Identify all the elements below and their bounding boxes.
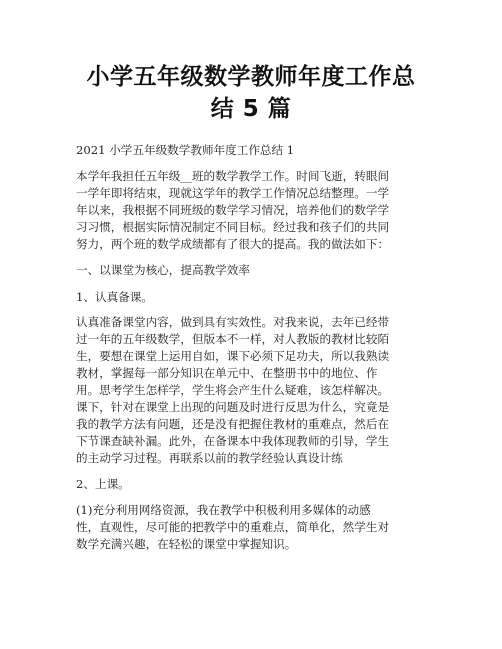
document-title-line-1: 小学五年级数学教师年度工作总	[86, 64, 416, 90]
paragraph-line: 我的教学方法有问题，还是没有把握住教材的重难点，然后在	[76, 417, 390, 431]
section-heading: 2021 小学五年级数学教师年度工作总结 1	[76, 143, 295, 157]
paragraph-line: 本学年我担任五年级__班的数学教学工作。时间飞逝，转眼间	[76, 169, 390, 183]
subheading-one: 一、以课堂为核心，提高教学效率	[76, 263, 250, 277]
subheading-1: 1、认真备课。	[76, 290, 153, 304]
paragraph-line: 用。思考学生怎样学，学生将会产生什么疑难，该怎样解决。	[76, 383, 390, 397]
document-title-line-2: 结 5 篇	[210, 96, 292, 122]
paragraph-line: 生，要想在课堂上运用自如，课下必须下足功夫，所以我熟读	[76, 349, 390, 363]
paragraph-line: 下节课查缺补漏。此外，在备课本中我体现教师的引导，学生	[76, 434, 390, 448]
paragraph-line: 认真准备课堂内容，做到具有实效性。对我来说，去年已经带	[76, 315, 390, 329]
paragraph-line: 性，直观性，尽可能的把教学中的重难点，简单化，然学生对	[76, 520, 390, 534]
paragraph-line: 数学充满兴趣，在轻松的课堂中掌握知识。	[76, 537, 297, 551]
paragraph-line: 课下，针对在课堂上出现的问题及时进行反思为什么，究竟是	[76, 400, 390, 414]
paragraph-line: 过一年的五年级数学，但版本不一样，对人教版的教材比较陌	[76, 332, 390, 346]
paragraph-line: 年以来，我根据不同班级的数学学习情况，培养他们的数学学	[76, 203, 390, 217]
paragraph-line: (1)充分利用网络资源，我在教学中积极利用多媒体的动感	[76, 503, 371, 517]
paragraph-line: 一学年即将结束，现就这学年的教学工作情况总结整理。一学	[76, 186, 390, 200]
paragraph-line: 的主动学习过程。再联系以前的教学经验认真设计练	[76, 451, 343, 465]
subheading-2: 2、上课。	[76, 477, 130, 491]
paragraph-line: 努力，两个班的数学成绩都有了很大的提高。我的做法如下：	[76, 237, 390, 251]
paragraph-line: 教材，掌握每一部分知识在单元中、在整册书中的地位、作	[76, 366, 378, 380]
paragraph-line: 习习惯，根据实际情况制定不同目标。经过我和孩子们的共同	[76, 220, 390, 234]
